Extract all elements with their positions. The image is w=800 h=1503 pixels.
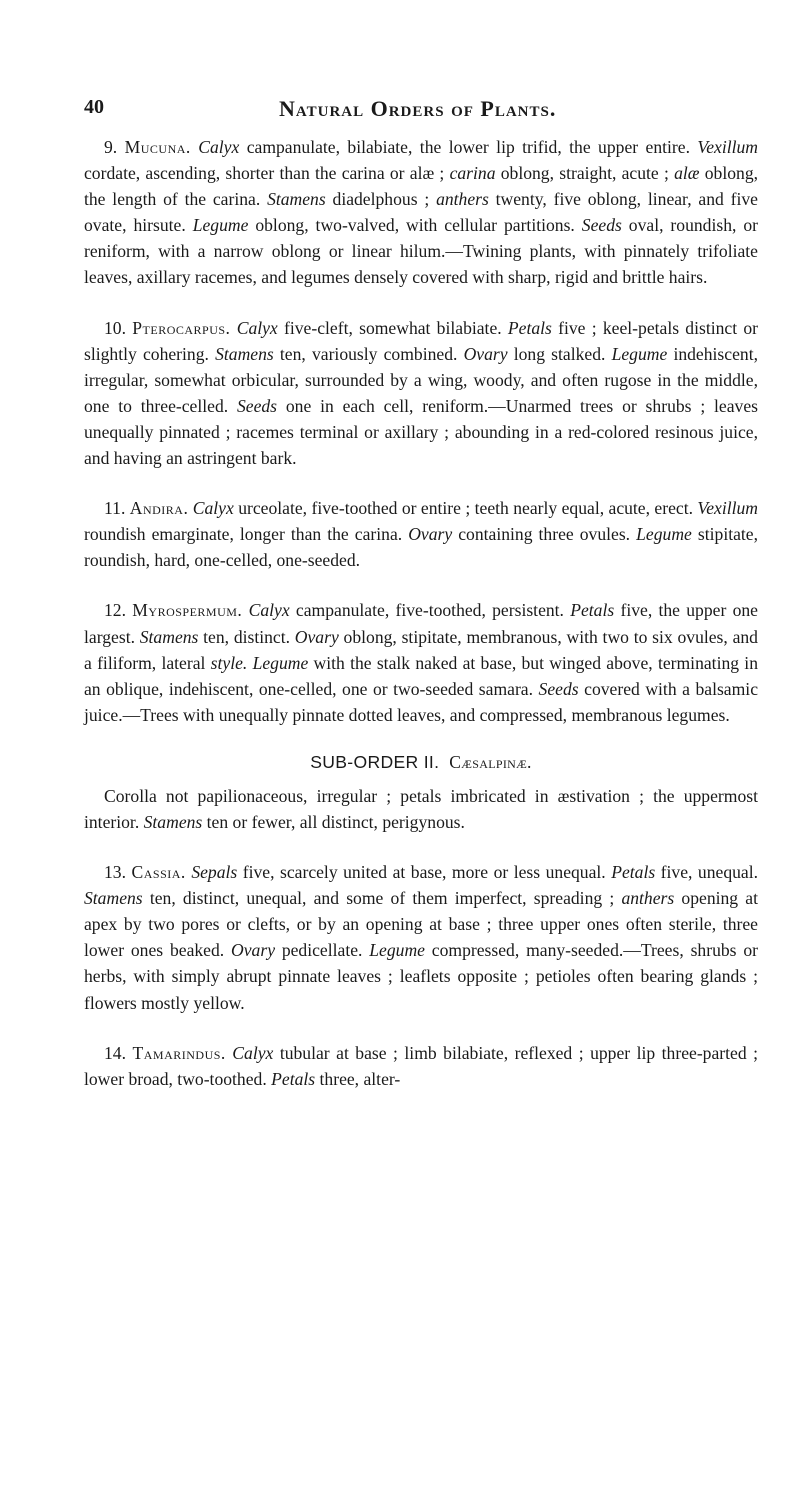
entry-number: 14. <box>104 1042 133 1063</box>
term: Stamens <box>139 626 199 647</box>
term: Vexillum <box>697 498 758 519</box>
term: Seeds <box>236 395 278 416</box>
term: Seeds <box>538 678 579 699</box>
term: anthers <box>436 189 489 210</box>
genus-entry: 11. Andira. Calyx urceolate, five-toothed or entire ; teeth nearly equal, acute, erect. Vexillum roundish emarginate, longer than the carina. Ovary containing three ovules. Legume stipitate, roundish, hard, one-celled, one-seeded. <box>84 498 758 571</box>
term: Calyx <box>198 137 240 157</box>
genus-entry: 9. Mucuna. Calyx campanulate, bilabiate, the lower lip trifid, the upper entire. Vexillum cordate, ascending, shorter than the carina or alæ ; carina oblong, straight, acute ; alæ oblong, the length of the carina. Stamens diadelphous ; anthers twenty, five oblong, linear, and five ovate, hirsute. Legume oblong, two-valved, with cellular partitions. Seeds oval, roundish, or reniform, with a narrow oblong or linear hilum.—Twining plants, with pinnately trifoliate leaves, axillary racemes, and legumes densely covered with sharp, rigid and brittle hairs. <box>84 137 759 288</box>
genus-name: Pterocarpus. <box>132 317 231 338</box>
term: anthers <box>621 888 675 909</box>
entry-number: 11. <box>104 498 130 519</box>
term: Calyx <box>232 1042 274 1063</box>
term: Legume <box>252 652 309 673</box>
suborder-name: Cæsalpinæ. <box>449 751 532 772</box>
entry-number: 13. <box>104 862 132 883</box>
term: style. <box>210 652 248 673</box>
suborder-label: SUB-ORDER II. <box>310 751 440 772</box>
term: Stamens <box>215 343 274 364</box>
genus-entry: 10. Pterocarpus. Calyx five-cleft, somewhat bilabiate. Petals five ; keel-petals distinct or slightly cohering. Stamens ten, variously combined. Ovary long stalked. Legume indehiscent, irregular, somewhat orbicular, surrounded by a wing, woody, and often rugose in the middle, one to three-celled. Seeds one in each cell, reniform.—Unarmed trees or shrubs ; leaves unequally pinnated ; racemes terminal or axillary ; abounding in a red-colored resinous juice, and having an astringent bark. <box>84 317 759 469</box>
entries-list <box>84 134 758 728</box>
term: Calyx <box>248 600 290 621</box>
term: Petals <box>611 862 656 883</box>
suborder-heading <box>84 752 758 773</box>
term: alæ <box>674 163 700 184</box>
term: Ovary <box>231 940 275 961</box>
entry-number: 10. <box>104 317 133 338</box>
term: Ovary <box>408 524 453 545</box>
running-title: Natural Orders of Plants. <box>279 96 557 121</box>
term: Petals <box>271 1068 316 1089</box>
term: Legume <box>192 215 249 236</box>
term: Stamens <box>143 811 203 832</box>
term: Stamens <box>84 888 143 909</box>
entry-number: 9. <box>104 137 125 157</box>
page-body <box>84 134 758 1116</box>
term: Legume <box>369 940 425 961</box>
term: Vexillum <box>697 137 758 157</box>
entry-number: 12. <box>104 600 133 621</box>
term: carina <box>449 163 496 184</box>
genus-name: Tamarindus. <box>132 1042 226 1063</box>
term: Seeds <box>581 215 622 236</box>
term: Stamens <box>267 189 326 210</box>
term: Sepals <box>191 862 238 883</box>
genus-entry: 13. Cassia. Sepals five, scarcely united at base, more or less unequal. Petals five, unequal. Stamens ten, distinct, unequal, and some of them imperfect, spreading ; anthers opening at apex by two pores or clefts, or by an opening at base ; three upper ones often sterile, three lower ones beaked. Ovary pedicellate. Legume compressed, many-seeded.—Trees, shrubs or herbs, with simply abrupt pinnate leaves ; leaflets opposite ; petioles often bearing glands ; flowers mostly yellow. <box>84 862 759 1013</box>
term: Ovary <box>463 343 508 364</box>
page-number: 40 <box>84 96 104 118</box>
term: Petals <box>570 600 615 621</box>
genus-name: Myrospermum. <box>132 600 243 621</box>
term: Legume <box>636 524 692 545</box>
genus-name: Andira. <box>129 498 189 519</box>
term: Calyx <box>192 498 234 519</box>
term: Petals <box>507 317 552 338</box>
entries-list <box>84 859 758 1092</box>
term: Legume <box>611 343 668 364</box>
genus-name: Cassia. <box>131 862 186 883</box>
genus-entry: 12. Myrospermum. Calyx campanulate, five-toothed, persistent. Petals five, the upper one largest. Stamens ten, distinct. Ovary oblong, stipitate, membranous, with two to six ovules, and a filiform, lateral style. Legume with the stalk naked at base, but winged above, terminating in an oblique, indehiscent, one-celled, one or two-seeded samara. Seeds covered with a balsamic juice.—Trees with unequally pinnate dotted leaves, and compressed, membranous legumes. <box>84 600 758 725</box>
term: Calyx <box>236 317 278 338</box>
genus-name: Mucuna. <box>124 137 191 157</box>
page-header <box>84 96 748 120</box>
suborder-description: Corolla not papilionaceous, irregular ; petals imbricated in æstivation ; the uppermost interior. Stamens ten or fewer, all distinct, perigynous. <box>84 785 758 832</box>
genus-entry: 14. Tamarindus. Calyx tubular at base ; limb bilabiate, reflexed ; upper lip three-parted ; lower broad, two-toothed. Petals three, alter- <box>84 1042 759 1089</box>
term: Ovary <box>294 626 339 647</box>
